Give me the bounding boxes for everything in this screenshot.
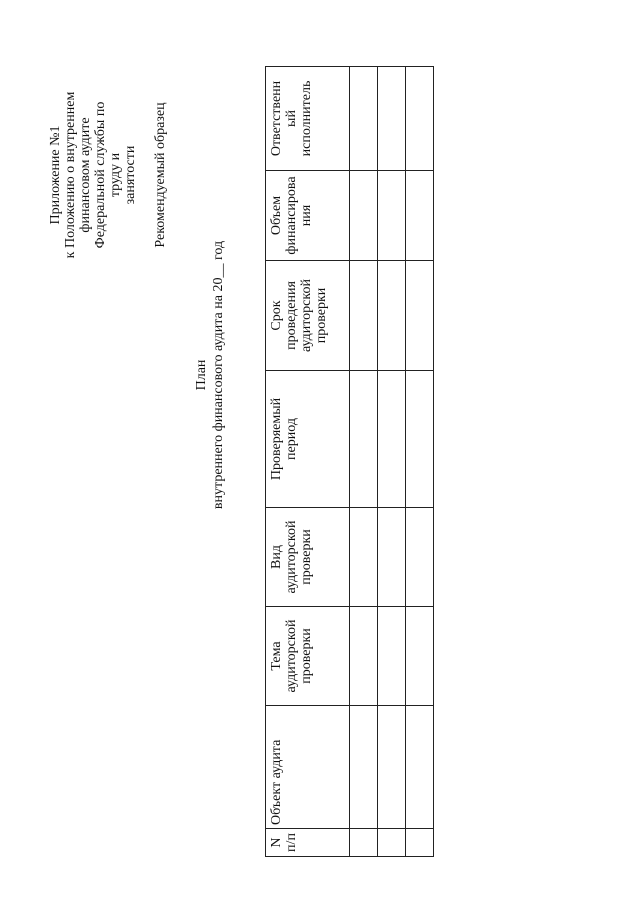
header-period: Проверяемый период xyxy=(266,371,350,508)
plan-title-block xyxy=(193,165,227,585)
table-cell xyxy=(378,171,406,261)
table-cell xyxy=(378,508,406,607)
header-topic: Тема аудиторской проверки xyxy=(266,607,350,706)
appendix-line: занятости xyxy=(123,145,138,205)
appendix-line: к Положению о внутреннем xyxy=(63,91,78,259)
table-cell xyxy=(406,829,434,857)
table-cell xyxy=(350,706,378,829)
header-term: Срок проведения аудиторской проверки xyxy=(266,261,350,371)
table-cell xyxy=(350,67,378,171)
table-cell xyxy=(350,829,378,857)
table-cell xyxy=(378,829,406,857)
table-cell xyxy=(350,261,378,371)
table-cell xyxy=(378,261,406,371)
table-cell xyxy=(406,508,434,607)
recommended-sample-note: Рекомендуемый образец xyxy=(153,102,168,248)
appendix-line: Приложение №1 xyxy=(48,125,63,225)
audit-plan-table xyxy=(265,66,434,857)
table-row xyxy=(350,67,378,857)
table-cell xyxy=(350,607,378,706)
header-responsible: Ответственн ый исполнитель xyxy=(266,67,350,171)
table-row xyxy=(406,67,434,857)
plan-title: План xyxy=(194,359,209,391)
appendix-line: финансовом аудите xyxy=(78,117,93,233)
plan-subtitle: внутреннего финансового аудита на 20__ год xyxy=(211,240,226,510)
table-row xyxy=(378,67,406,857)
table-cell xyxy=(406,261,434,371)
table-cell xyxy=(350,508,378,607)
table-header-row xyxy=(266,67,350,857)
table-cell xyxy=(350,171,378,261)
table-cell xyxy=(406,371,434,508)
header-num: N п/п xyxy=(266,829,350,857)
header-type: Вид аудиторской проверки xyxy=(266,508,350,607)
header-funding: Объем финансирова ния xyxy=(266,171,350,261)
table-cell xyxy=(378,67,406,171)
table-cell xyxy=(406,607,434,706)
table-cell xyxy=(350,371,378,508)
appendix-block xyxy=(48,85,138,265)
table-cell xyxy=(378,607,406,706)
table-cell xyxy=(378,706,406,829)
header-object: Объект аудита xyxy=(266,706,350,829)
table-cell xyxy=(406,67,434,171)
table-cell xyxy=(406,706,434,829)
table-cell xyxy=(378,371,406,508)
table-cell xyxy=(406,171,434,261)
appendix-line: Федеральной службы по труду и xyxy=(93,101,123,249)
